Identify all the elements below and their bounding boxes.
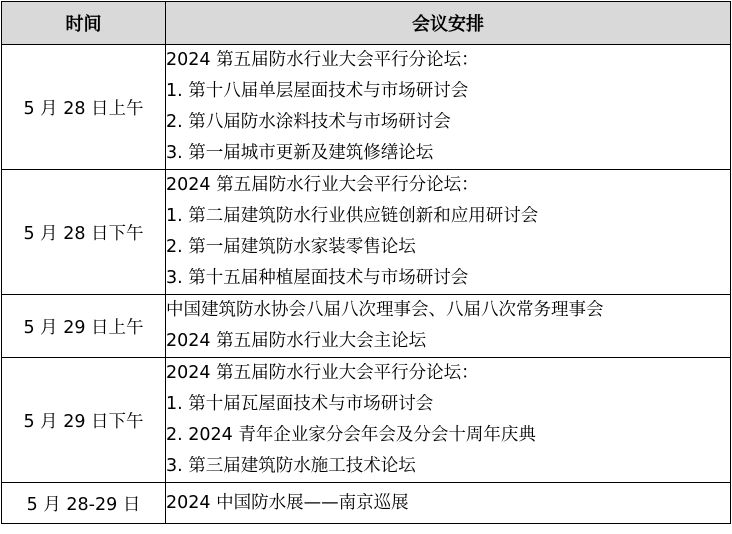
agenda-line: 2. 第八届防水涂料技术与市场研讨会 [166,112,451,132]
agenda-cell [166,295,731,358]
agenda-line: 1. 第十八届单层屋面技术与市场研讨会 [166,81,469,101]
schedule-table [1,1,731,524]
agenda-line: 3. 第十五届种植屋面技术与市场研讨会 [166,268,469,288]
time-cell: 5 月 28 日下午 [2,170,166,295]
agenda-line: 2024 第五届防水行业大会主论坛 [166,331,427,351]
agenda-line: 2024 第五届防水行业大会平行分论坛： [166,175,479,195]
agenda-cell [166,483,731,524]
agenda-cell [166,45,731,170]
agenda-line: 2024 中国防水展——南京巡展 [166,492,409,513]
header-time: 时间 [2,2,166,45]
agenda-line: 2024 第五届防水行业大会平行分论坛： [166,50,479,70]
table-row [2,483,731,524]
agenda-cell [166,358,731,483]
agenda-line: 3. 第一届城市更新及建筑修缮论坛 [166,143,434,163]
agenda-line: 中国建筑防水协会八届八次理事会、八届八次常务理事会 [166,300,604,320]
table-row [2,295,731,358]
agenda-line: 1. 第二届建筑防水行业供应链创新和应用研讨会 [166,206,539,226]
agenda-line: 1. 第十届瓦屋面技术与市场研讨会 [166,394,434,414]
agenda-line: 3. 第三届建筑防水施工技术论坛 [166,456,416,476]
agenda-cell [166,170,731,295]
header-row [2,2,731,45]
time-cell: 5 月 28-29 日 [2,483,166,524]
agenda-line: 2024 第五届防水行业大会平行分论坛： [166,363,479,383]
agenda-line: 2. 2024 青年企业家分会年会及分会十周年庆典 [166,425,536,445]
table-row [2,170,731,295]
table-row [2,45,731,170]
time-cell: 5 月 28 日上午 [2,45,166,170]
time-cell: 5 月 29 日上午 [2,295,166,358]
time-cell: 5 月 29 日下午 [2,358,166,483]
table-row [2,358,731,483]
agenda-line: 2. 第一届建筑防水家装零售论坛 [166,237,416,257]
header-agenda: 会议安排 [166,2,731,45]
